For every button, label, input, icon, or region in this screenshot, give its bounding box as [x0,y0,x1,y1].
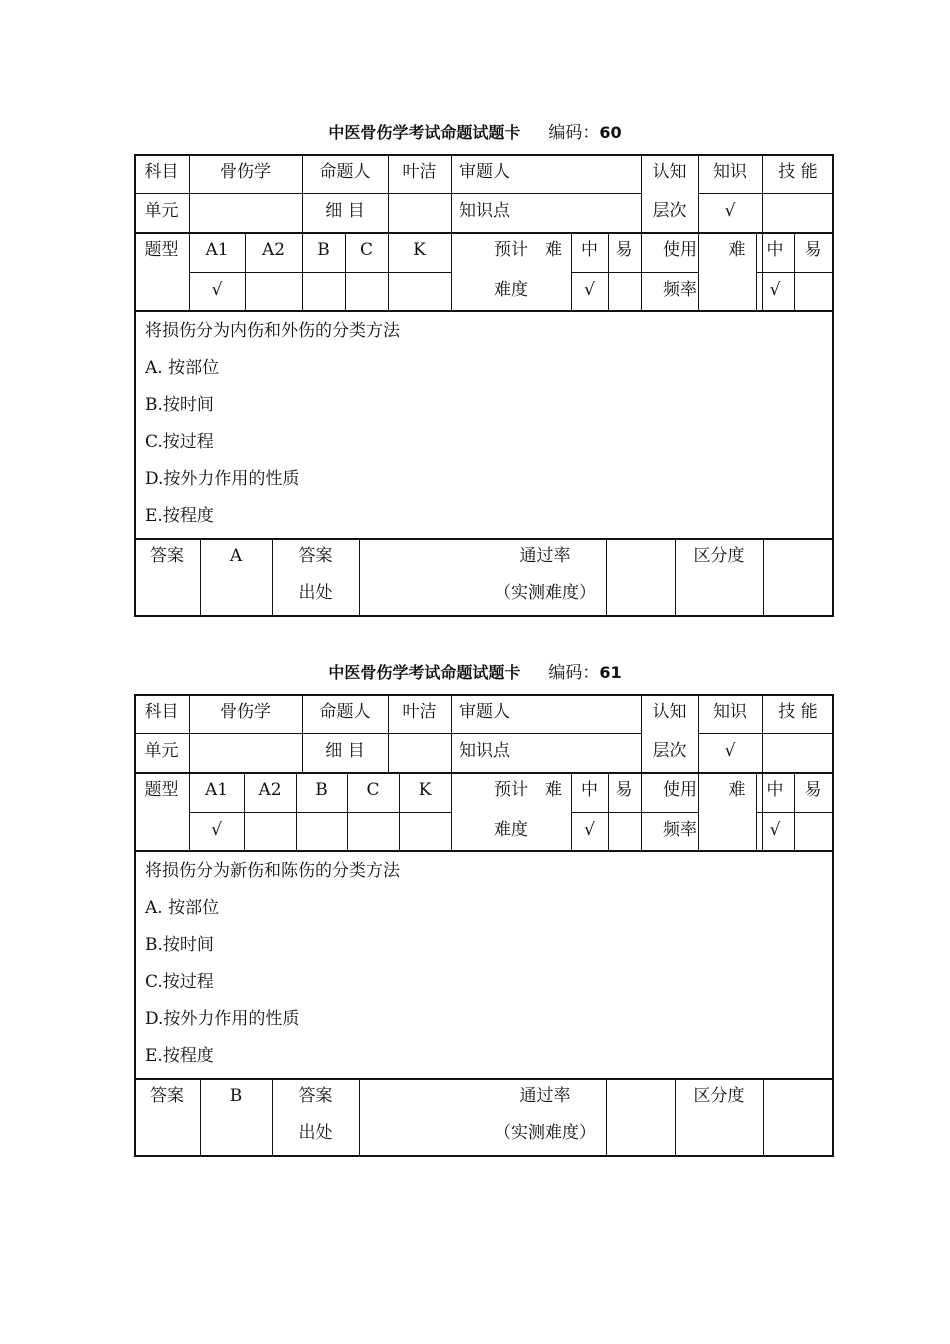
estimated-level-2: 易 [615,240,633,260]
footer-table [134,1078,834,1157]
frequency-level-2: 易 [804,780,822,800]
answer-label: 答案 [150,546,184,566]
cognition-label-1: 认知 [652,162,687,182]
code-label: 编码： [548,663,600,683]
question-type-label: 题型 [144,780,179,800]
reviewer-label: 审题人 [459,702,510,722]
answer-value: B [229,1086,243,1106]
knowledge-point-label: 知识点 [459,201,510,221]
frequency-level-1: 中 [766,780,784,800]
answer-option: A. 按部位 [145,898,220,918]
knowledge-label: 知识 [713,162,747,182]
answer-source-label-2: 出处 [298,583,333,603]
estimated-level-1: 中 [581,240,598,260]
answer-option: C.按过程 [145,432,214,452]
question-type-mark-0: √ [211,820,222,840]
knowledge-label: 知识 [713,702,747,722]
question-type-1: A2 [261,240,286,260]
answer-option: A. 按部位 [145,358,220,378]
answer-option: D.按外力作用的性质 [145,469,300,489]
header-table [134,154,834,312]
estimated-difficulty-label-1: 预计 [494,780,528,800]
author-value: 叶洁 [402,162,437,182]
footer-border-bottom [134,615,834,617]
answer-option: B.按时间 [145,935,214,955]
unit-label: 单元 [144,741,179,761]
answer-label: 答案 [150,1086,184,1106]
question-type-1: A2 [258,780,282,800]
table-rule [763,1078,764,1157]
subject-label: 科目 [144,702,179,722]
estimated-level-0: 难 [545,780,562,800]
estimated-mark-1: √ [584,820,595,840]
table-rule [359,538,360,617]
card-code: 61 [599,663,622,682]
detail-label: 细 目 [325,201,365,221]
cognition-label-1: 认知 [652,702,687,722]
frequency-level-2: 易 [804,240,822,260]
author-label: 命题人 [319,702,371,722]
usage-frequency-label-1: 使用 [663,240,697,260]
frequency-mark-1: √ [769,820,781,840]
subject-value: 骨伤学 [220,162,271,182]
card-title-text: 中医骨伤学考试命题试题卡 [328,123,521,142]
question-type-0: A1 [205,240,229,260]
footer-border-right [832,538,834,617]
table-rule [606,1078,607,1157]
knowledge-checkmark: √ [724,201,736,221]
question-type-4: K [413,240,426,260]
header-table [134,694,834,852]
skill-label: 技 能 [778,162,818,182]
question-type-0: A1 [204,780,229,800]
question-stem: 将损伤分为新伤和陈伤的分类方法 [145,861,400,881]
answer-option: D.按外力作用的性质 [145,1009,300,1029]
author-value: 叶洁 [402,702,437,722]
answer-option: E.按程度 [145,506,214,526]
table-rule [359,1078,360,1157]
table-rule [606,538,607,617]
skill-label: 技 能 [778,702,818,722]
subject-label: 科目 [144,162,179,182]
question-box [134,312,834,538]
estimated-difficulty-label-1: 预计 [494,240,528,260]
frequency-mark-1: √ [769,280,781,300]
usage-frequency-label-2: 频率 [663,280,697,300]
footer-border-bottom [134,1155,834,1157]
frequency-level-0: 难 [728,240,746,260]
answer-value: A [229,546,243,566]
pass-rate-label-1: 通过率 [519,546,571,566]
question-type-2: B [317,240,330,260]
question-type-3: C [359,240,373,260]
card-code: 60 [599,123,622,142]
cognition-label-2: 层次 [652,201,687,221]
knowledge-checkmark: √ [724,741,736,761]
author-label: 命题人 [319,162,371,182]
footer-border-right [832,1078,834,1157]
estimated-level-0: 难 [545,240,562,260]
pass-rate-label-2: （实测难度） [494,1123,596,1143]
answer-option: B.按时间 [145,395,214,415]
card-title [0,118,950,143]
estimated-difficulty-label-2: 难度 [494,280,528,300]
answer-source-label-2: 出处 [298,1123,333,1143]
answer-option: C.按过程 [145,972,214,992]
answer-source-label-1: 答案 [298,1086,333,1106]
table-rule [763,538,764,617]
estimated-difficulty-label-2: 难度 [494,820,528,840]
discrimination-label: 区分度 [693,1086,745,1106]
question-stem: 将损伤分为内伤和外伤的分类方法 [145,321,400,341]
question-box [134,852,834,1078]
question-type-mark-0: √ [211,280,223,300]
footer-table [134,538,834,617]
unit-label: 单元 [144,201,179,221]
estimated-level-2: 易 [615,780,633,800]
pass-rate-label-1: 通过率 [519,1086,571,1106]
reviewer-label: 审题人 [459,162,510,182]
question-type-label: 题型 [144,240,179,260]
cognition-label-2: 层次 [652,741,687,761]
card-title [0,658,950,683]
frequency-level-1: 中 [766,240,784,260]
subject-value: 骨伤学 [220,702,271,722]
estimated-mark-1: √ [584,280,595,300]
discrimination-label: 区分度 [693,546,745,566]
detail-label: 细 目 [325,741,365,761]
knowledge-point-label: 知识点 [459,741,510,761]
usage-frequency-label-2: 频率 [663,820,697,840]
code-label: 编码： [548,123,600,143]
usage-frequency-label-1: 使用 [663,780,697,800]
estimated-level-1: 中 [581,780,598,800]
question-type-2: B [315,780,328,800]
question-type-3: C [366,780,380,800]
card-title-text: 中医骨伤学考试命题试题卡 [328,663,521,682]
pass-rate-label-2: （实测难度） [494,583,596,603]
answer-option: E.按程度 [145,1046,214,1066]
answer-source-label-1: 答案 [298,546,333,566]
frequency-level-0: 难 [728,780,746,800]
question-type-4: K [418,780,432,800]
